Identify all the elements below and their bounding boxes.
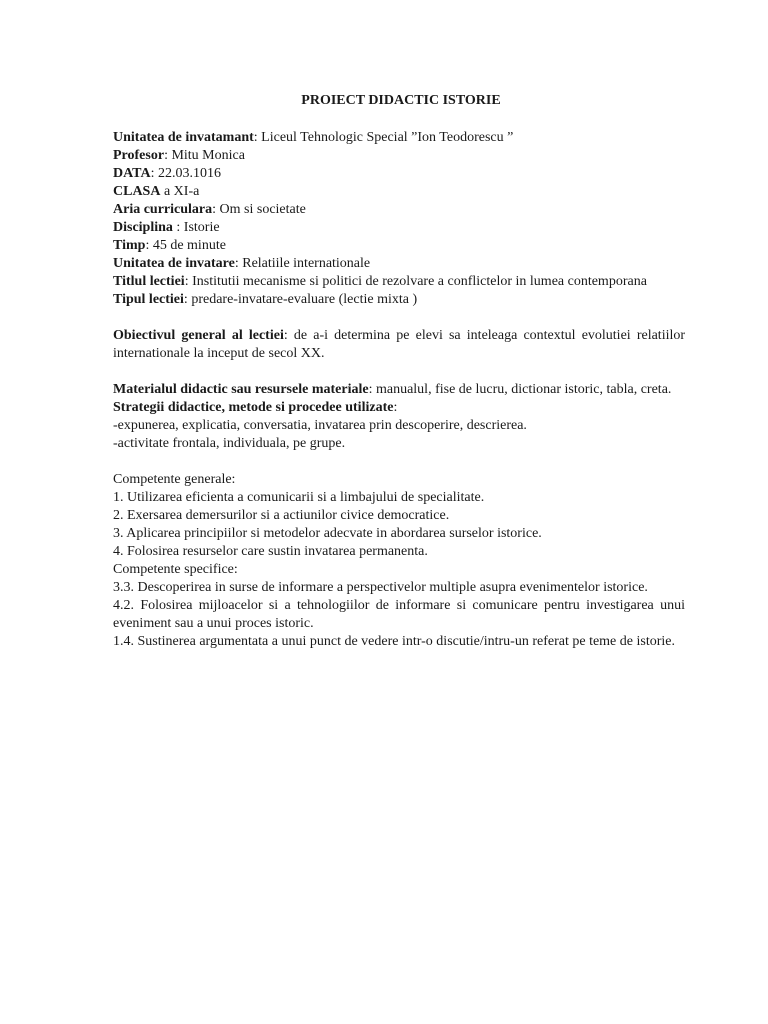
competenta-generala-item: 3. Aplicarea principiilor si metodelor adecvate in abordarea surselor istorice.	[113, 526, 542, 541]
field-value: Relatiile internationale	[242, 256, 371, 271]
field-separator: :	[234, 256, 243, 271]
field-value: predare-invatare-evaluare (lectie mixta )	[191, 292, 418, 307]
field-label: CLASA	[113, 184, 161, 199]
field-value: de a-i determina pe elevi sa inteleaga contextul evolutiei relatiilor internationale la inceput de secol XX.	[113, 328, 686, 361]
field-label: Profesor	[113, 148, 165, 163]
material-paragraph	[113, 381, 685, 399]
field-label: Disciplina	[113, 220, 173, 235]
field-separator: :	[150, 166, 158, 181]
field-label: Obiectivul general al lectiei	[113, 328, 284, 343]
spacer	[113, 453, 685, 471]
timp-line	[113, 237, 685, 255]
competenta-generala-item: 2. Exersarea demersurilor si a actiunilor civice democratice.	[113, 508, 450, 523]
field-value: Mitu Monica	[171, 148, 245, 163]
field-separator: :	[283, 328, 294, 343]
field-value: 22.03.1016	[157, 166, 221, 181]
field-separator: :	[172, 220, 184, 235]
obiectiv-paragraph	[113, 327, 685, 363]
field-label: Strategii didactice, metode si procedee utilizate	[113, 400, 394, 415]
competenta-specifica-item: 1.4. Sustinerea argumentata a unui punct de vedere intr-o discutie/intru-un referat pe teme de istorie.	[113, 634, 675, 649]
field-label: Materialul didactic sau resursele materiale	[113, 382, 369, 397]
field-label: Tipul lectiei	[113, 292, 184, 307]
field-label: Unitatea de invatare	[113, 256, 235, 271]
field-separator: :	[212, 202, 220, 217]
field-value: manualul, fise de lucru, dictionar istoric, tabla, creta.	[375, 382, 672, 397]
field-label: Aria curriculara	[113, 202, 213, 217]
field-separator: :	[164, 148, 172, 163]
document-title: PROIECT DIDACTIC ISTORIE	[301, 93, 501, 108]
field-separator: :	[184, 274, 193, 289]
field-value: Om si societate	[219, 202, 306, 217]
spacer	[113, 309, 685, 327]
document-page	[113, 92, 685, 651]
field-value: 45 de minute	[152, 238, 226, 253]
competenta-generala-item: 4. Folosirea resurselor care sustin invatarea permanenta.	[113, 544, 428, 559]
unitatea-invatare-line	[113, 255, 685, 273]
strategii-heading	[113, 399, 685, 417]
spacer	[113, 363, 685, 381]
field-label: DATA	[113, 166, 151, 181]
data-line	[113, 165, 685, 183]
field-value: a XI-a	[163, 184, 200, 199]
competenta-specifica-item: 4.2. Folosirea mijloacelor si a tehnologiilor de informare si comunicare pentru investigarea unui eveniment sau a unui proces istoric.	[113, 598, 685, 631]
clasa-line	[113, 183, 685, 201]
competente-specifice-heading: Competente specifice:	[113, 562, 238, 577]
competente-generale-heading: Competente generale:	[113, 472, 236, 487]
field-label: Titlul lectiei	[113, 274, 185, 289]
unitatea-invatamant-line	[113, 129, 685, 147]
field-value: Istorie	[183, 220, 220, 235]
field-separator: :	[368, 382, 376, 397]
strategii-item: -expunerea, explicatia, conversatia, invatarea prin descoperire, descrierea.	[113, 418, 527, 433]
field-separator: :	[253, 130, 262, 145]
field-separator: :	[145, 238, 153, 253]
field-separator: :	[393, 400, 398, 415]
strategii-item: -activitate frontala, individuala, pe grupe.	[113, 436, 346, 451]
aria-curriculara-line	[113, 201, 685, 219]
titlul-lectiei-line	[113, 273, 685, 291]
field-label: Timp	[113, 238, 146, 253]
field-separator: :	[183, 292, 192, 307]
field-label: Unitatea de invatamant	[113, 130, 254, 145]
competenta-specifica-item: 3.3. Descoperirea in surse de informare a perspectivelor multiple asupra evenimentelor istorice.	[113, 580, 648, 595]
field-value: Institutii mecanisme si politici de rezolvare a conflictelor in lumea contemporana	[192, 274, 647, 289]
field-value: Liceul Tehnologic Special ”Ion Teodorescu ”	[261, 130, 514, 145]
competenta-generala-item: 1. Utilizarea eficienta a comunicarii si a limbajului de specialitate.	[113, 490, 485, 505]
profesor-line	[113, 147, 685, 165]
disciplina-line	[113, 219, 685, 237]
tipul-lectiei-line	[113, 291, 685, 309]
